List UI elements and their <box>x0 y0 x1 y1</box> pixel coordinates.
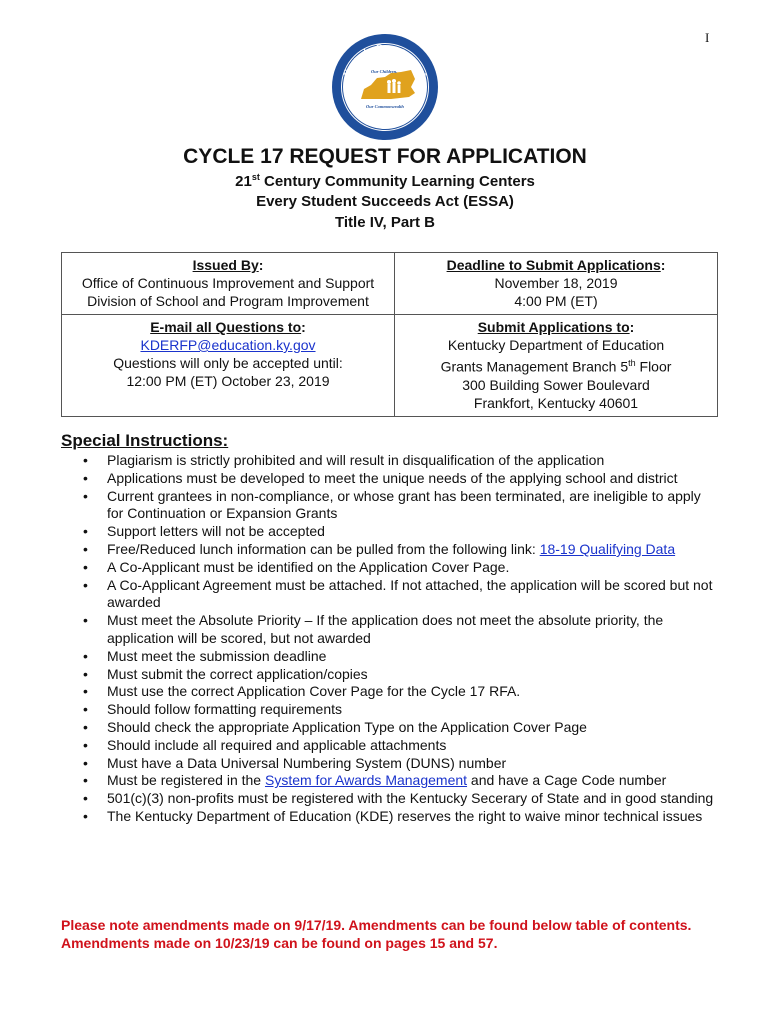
list-item: • Must meet the Absolute Priority – If the application does not meet the absolute priority, the application will be scored, but not awarded <box>61 612 721 648</box>
list-item: • Current grantees in non-compliance, or whose grant has been terminated, are ineligible to apply for Continuation or Expansion Grants <box>61 488 721 524</box>
submit-city: Frankfort, Kentucky 40601 <box>473 394 639 411</box>
submit-branch: Grants Management Branch 5th Floor <box>440 358 672 375</box>
issued-by-division: Division of School and Program Improvement <box>87 293 369 309</box>
list-item: • Should follow formatting requirements <box>61 701 721 719</box>
issued-by-cell: Issued By: Office of Continuous Improvement and Support Division of School and Program Improvement <box>62 253 395 315</box>
submit-cell: Submit Applications to: Kentucky Department of Education Grants Management Branch 5th Floor 300 Building Sower Boulevard Frankfort, Kentucky 40601 <box>395 315 718 417</box>
questions-cell: E-mail all Questions to: KDERFP@education.ky.gov Questions will only be accepted until: 12:00 PM (ET) October 23, 2019 <box>62 315 395 417</box>
list-item: • The Kentucky Department of Education (KDE) reserves the right to waive minor technical issues <box>61 808 721 826</box>
questions-header: E-mail all Questions to <box>150 319 302 335</box>
list-item: • Must meet the submission deadline <box>61 648 721 666</box>
deadline-date: November 18, 2019 <box>494 275 618 291</box>
submit-street: 300 Building Sower Boulevard <box>462 376 650 393</box>
list-item: • Should check the appropriate Application Type on the Application Cover Page <box>61 719 721 737</box>
kde-seal-logo <box>331 33 439 141</box>
sam-link[interactable]: System for Awards Management <box>264 772 468 789</box>
questions-email-link[interactable]: KDERFP@education.ky.gov <box>140 337 316 353</box>
questions-until-date: 12:00 PM (ET) October 23, 2019 <box>126 373 330 389</box>
page-number: I <box>705 30 710 45</box>
list-item: • Plagiarism is strictly prohibited and will result in disqualification of the application <box>61 452 721 470</box>
list-item: • Must be registered in the System for Awards Management and have a Cage Code number <box>61 772 721 790</box>
qualifying-data-link[interactable]: 18-19 Qualifying Data <box>539 540 676 557</box>
list-item: • A Co-Applicant must be identified on the Application Cover Page. <box>61 559 721 577</box>
list-item: • Must use the correct Application Cover Page for the Cycle 17 RFA. <box>61 683 721 701</box>
seal-our-commonwealth: Our Commonwealth <box>366 104 404 109</box>
subtitle-line-1: 21st Century Community Learning Centers <box>235 172 535 190</box>
seal-top-text: Kentucky Department of <box>341 41 429 78</box>
list-item: • A Co-Applicant Agreement must be attached. If not attached, the application will be scored but not awarded <box>61 577 721 613</box>
list-item: • Must have a Data Universal Numbering System (DUNS) number <box>61 755 721 773</box>
rfa-info-table <box>61 252 718 417</box>
submit-header: Submit Applications to <box>477 319 630 335</box>
questions-until-text: Questions will only be accepted until: <box>113 355 343 371</box>
submit-department: Kentucky Department of Education <box>447 337 665 353</box>
list-item: • Support letters will not be accepted <box>61 523 721 541</box>
list-item: • Should include all required and applicable attachments <box>61 737 721 755</box>
amendments-notice: Please note amendments made on 9/17/19. Amendments can be found below table of contents. Amendments made on 10/23/19 can be found on pages 15 and 57. <box>61 917 692 951</box>
list-item: • Free/Reduced lunch information can be pulled from the following link: 18-19 Qualifying Data <box>61 541 721 559</box>
issued-by-office: Office of Continuous Improvement and Support <box>81 275 375 291</box>
seal-bottom-text: Education <box>362 106 408 124</box>
subtitle-line-3: Title IV, Part B <box>334 214 436 231</box>
list-item: • Must submit the correct application/copies <box>61 666 721 684</box>
document-title: CYCLE 17 REQUEST FOR APPLICATION <box>183 145 587 168</box>
deadline-time: 4:00 PM (ET) <box>514 293 598 309</box>
issued-by-header: Issued By <box>192 257 259 273</box>
list-item: • Applications must be developed to meet the unique needs of the applying school and district <box>61 470 721 488</box>
special-instructions-list <box>61 452 721 826</box>
list-item: • 501(c)(3) non-profits must be registered with the Kentucky Secerary of State and in good standing <box>61 790 721 808</box>
subtitle-line-2: Every Student Succeeds Act (ESSA) <box>256 193 514 210</box>
deadline-cell: Deadline to Submit Applications: November 18, 2019 4:00 PM (ET) <box>395 253 718 315</box>
deadline-header: Deadline to Submit Applications <box>446 257 661 273</box>
seal-our-children: Our Children. <box>371 69 398 74</box>
special-instructions-heading: Special Instructions: <box>61 431 229 450</box>
